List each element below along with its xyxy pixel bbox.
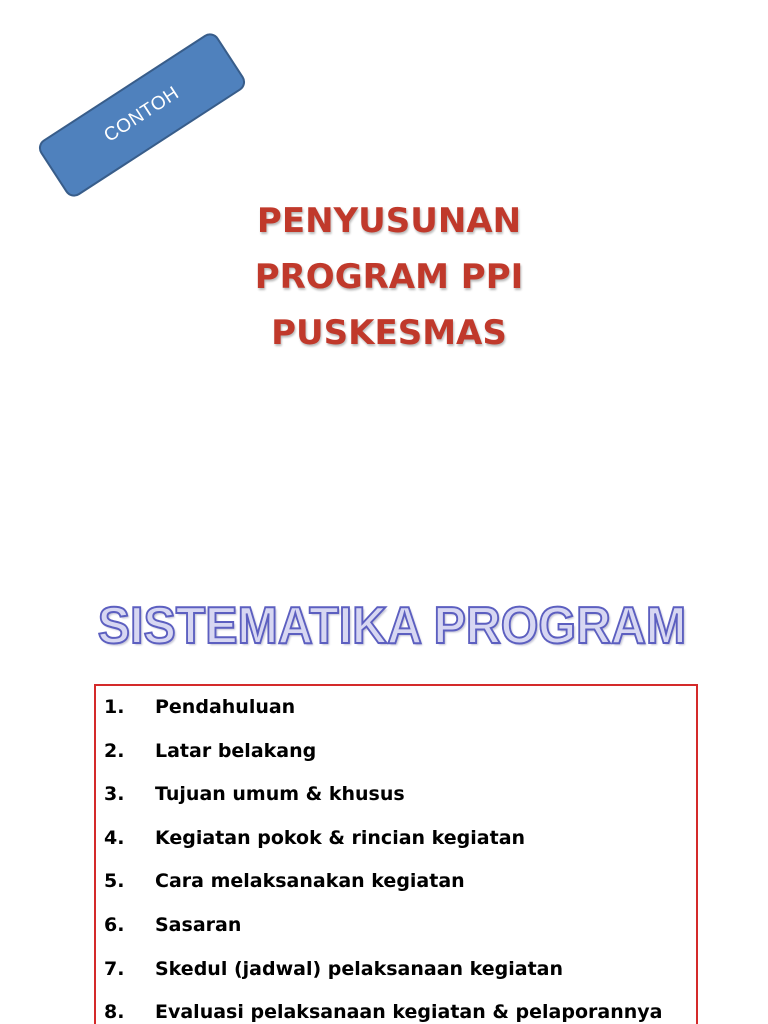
list-item (104, 1001, 764, 1024)
list-item-number: 7. (104, 957, 125, 980)
list-item-number: 4. (104, 826, 125, 849)
badge-label: CONTOH (100, 82, 184, 147)
list-item-label: Latar belakang (155, 739, 317, 762)
section-heading: SISTEMATIKA PROGRAM (97, 597, 687, 655)
title-line-1: PENYUSUNAN (256, 201, 522, 241)
list-item-label: Kegiatan pokok & rincian kegiatan (155, 826, 526, 849)
list-item (104, 914, 764, 958)
list-item-number: 3. (104, 783, 125, 806)
list-item-label: Skedul (jadwal) pelaksanaan kegiatan (155, 957, 564, 980)
list-item (104, 958, 764, 1002)
title-line-2: PROGRAM PPI (254, 257, 524, 297)
list-item-number: 1. (104, 696, 125, 718)
list-item-label: Cara melaksanakan kegiatan (155, 870, 465, 893)
contoh-badge (35, 30, 249, 201)
list-item-label: Sasaran (155, 913, 242, 936)
list-item (104, 870, 764, 914)
program-outline-list (104, 696, 764, 1024)
list-item-number: 5. (104, 870, 125, 893)
list-item-number: 8. (104, 1001, 125, 1024)
list-item-number: 6. (104, 913, 125, 936)
list-item (104, 740, 764, 784)
document-title (0, 193, 768, 361)
list-item (104, 696, 764, 740)
list-item-number: 2. (104, 739, 125, 762)
title-line-3: PUSKESMAS (271, 313, 507, 353)
list-item-label: Tujuan umum & khusus (155, 783, 405, 806)
list-item (104, 783, 764, 827)
list-item (104, 827, 764, 871)
list-item-label: Pendahuluan (155, 696, 296, 718)
list-item-label: Evaluasi pelaksanaan kegiatan & pelaporannya (155, 1001, 663, 1024)
